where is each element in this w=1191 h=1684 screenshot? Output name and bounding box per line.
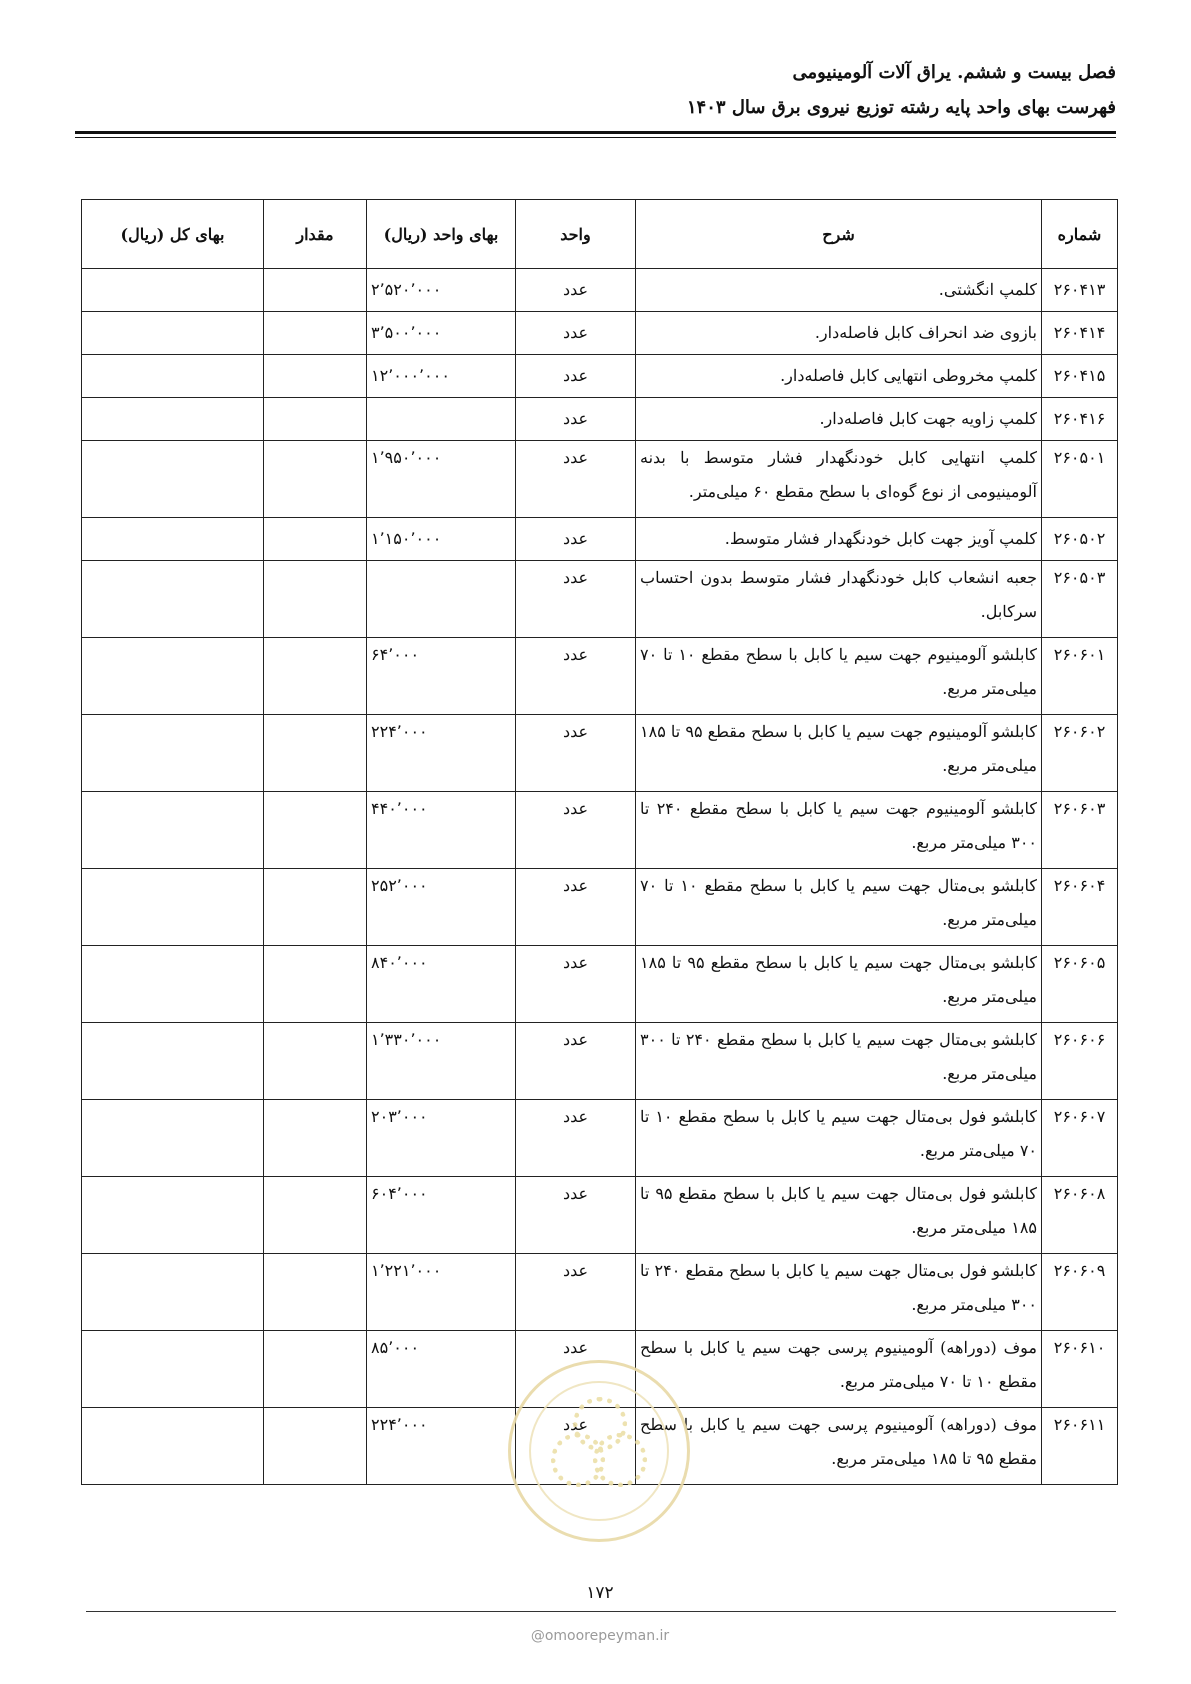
item-unit: عدد — [516, 398, 636, 441]
item-unit-price: ۲۲۴٬۰۰۰ — [367, 1408, 516, 1485]
table-row — [82, 792, 1118, 869]
item-unit-price: ۴۴۰٬۰۰۰ — [367, 792, 516, 869]
item-quantity — [264, 269, 367, 312]
item-quantity — [264, 1177, 367, 1254]
item-description: کابلشو بی‌متال جهت سیم یا کابل با سطح مقطع ۲۴۰ تا ۳۰۰ میلی‌متر مربع. — [636, 1023, 1042, 1100]
item-number: ۲۶۰۴۱۴ — [1042, 312, 1118, 355]
item-total-price — [82, 1100, 264, 1177]
item-unit-price: ۳٬۵۰۰٬۰۰۰ — [367, 312, 516, 355]
table-row — [82, 1331, 1118, 1408]
document-subtitle: فهرست بهای واحد پایه رشته توزیع نیروی برق سال ۱۴۰۳ — [686, 97, 1116, 118]
item-quantity — [264, 1023, 367, 1100]
item-number: ۲۶۰۵۰۳ — [1042, 561, 1118, 638]
item-unit: عدد — [516, 1408, 636, 1485]
item-unit-price: ۱٬۳۳۰٬۰۰۰ — [367, 1023, 516, 1100]
item-unit: عدد — [516, 1100, 636, 1177]
item-description: موف (دوراهه) آلومینیوم پرسی جهت سیم یا کابل با سطح مقطع ۱۰ تا ۷۰ میلی‌متر مربع. — [636, 1331, 1042, 1408]
item-total-price — [82, 1254, 264, 1331]
item-description: کلمپ انگشتی. — [636, 269, 1042, 312]
item-unit: عدد — [516, 355, 636, 398]
item-total-price — [82, 312, 264, 355]
item-quantity — [264, 1331, 367, 1408]
item-description: کابلشو آلومینیوم جهت سیم یا کابل با سطح مقطع ۲۴۰ تا ۳۰۰ میلی‌متر مربع. — [636, 792, 1042, 869]
page-header — [687, 55, 1116, 125]
item-unit-price: ۲۵۲٬۰۰۰ — [367, 869, 516, 946]
item-quantity — [264, 1254, 367, 1331]
item-quantity — [264, 715, 367, 792]
item-unit-price: ۱٬۱۵۰٬۰۰۰ — [367, 518, 516, 561]
item-quantity — [264, 398, 367, 441]
item-total-price — [82, 269, 264, 312]
item-unit-price: ۸۵٬۰۰۰ — [367, 1331, 516, 1408]
item-description: جعبه انشعاب کابل خودنگهدار فشار متوسط بدون احتساب سرکابل. — [636, 561, 1042, 638]
item-unit: عدد — [516, 312, 636, 355]
item-unit: عدد — [516, 715, 636, 792]
item-quantity — [264, 312, 367, 355]
item-quantity — [264, 792, 367, 869]
item-unit-price: ۱٬۲۲۱٬۰۰۰ — [367, 1254, 516, 1331]
item-number: ۲۶۰۶۱۱ — [1042, 1408, 1118, 1485]
item-description: کابلشو آلومینیوم جهت سیم یا کابل با سطح مقطع ۱۰ تا ۷۰ میلی‌متر مربع. — [636, 638, 1042, 715]
item-description: کلمپ انتهایی کابل خودنگهدار فشار متوسط با بدنه آلومینیومی از نوع گوه‌ای با سطح مقطع ۶۰ میلی‌متر. — [636, 441, 1042, 518]
item-total-price — [82, 1408, 264, 1485]
item-unit: عدد — [516, 946, 636, 1023]
item-unit-price — [367, 561, 516, 638]
website-link[interactable]: @omoorepeyman.ir — [530, 1628, 670, 1644]
item-unit-price: ۲۲۴٬۰۰۰ — [367, 715, 516, 792]
item-unit: عدد — [516, 638, 636, 715]
item-total-price — [82, 355, 264, 398]
item-number: ۲۶۰۶۱۰ — [1042, 1331, 1118, 1408]
item-quantity — [264, 355, 367, 398]
table-row — [82, 312, 1118, 355]
page-number: ۱۷۲ — [586, 1583, 614, 1603]
item-description: کابلشو بی‌متال جهت سیم یا کابل با سطح مقطع ۱۰ تا ۷۰ میلی‌متر مربع. — [636, 869, 1042, 946]
item-total-price — [82, 1023, 264, 1100]
table-row — [82, 355, 1118, 398]
price-table — [81, 199, 1118, 1485]
item-unit-price: ۶۴٬۰۰۰ — [367, 638, 516, 715]
column-header-number: شماره — [1042, 200, 1118, 269]
item-quantity — [264, 1408, 367, 1485]
item-number: ۲۶۰۴۱۵ — [1042, 355, 1118, 398]
column-header-unit-price: بهای واحد (ریال) — [367, 200, 516, 269]
table-header-row — [82, 200, 1118, 269]
table-row — [82, 441, 1118, 518]
item-total-price — [82, 638, 264, 715]
item-unit: عدد — [516, 1331, 636, 1408]
item-description: کلمپ زاویه جهت کابل فاصله‌دار. — [636, 398, 1042, 441]
item-number: ۲۶۰۴۱۳ — [1042, 269, 1118, 312]
table-row — [82, 1408, 1118, 1485]
item-total-price — [82, 518, 264, 561]
item-description: کابلشو فول بی‌متال جهت سیم یا کابل با سطح مقطع ۱۰ تا ۷۰ میلی‌متر مربع. — [636, 1100, 1042, 1177]
item-number: ۲۶۰۶۰۴ — [1042, 869, 1118, 946]
item-total-price — [82, 1177, 264, 1254]
item-unit-price: ۲۰۳٬۰۰۰ — [367, 1100, 516, 1177]
item-number: ۲۶۰۶۰۱ — [1042, 638, 1118, 715]
item-unit: عدد — [516, 441, 636, 518]
item-unit-price — [367, 398, 516, 441]
item-unit-price: ۸۴۰٬۰۰۰ — [367, 946, 516, 1023]
item-description: کابلشو فول بی‌متال جهت سیم یا کابل با سطح مقطع ۹۵ تا ۱۸۵ میلی‌متر مربع. — [636, 1177, 1042, 1254]
item-number: ۲۶۰۶۰۸ — [1042, 1177, 1118, 1254]
item-description: کلمپ مخروطی انتهایی کابل فاصله‌دار. — [636, 355, 1042, 398]
item-description: بازوی ضد انحراف کابل فاصله‌دار. — [636, 312, 1042, 355]
item-quantity — [264, 638, 367, 715]
table-row — [82, 1023, 1118, 1100]
item-quantity — [264, 1100, 367, 1177]
table-row — [82, 1254, 1118, 1331]
column-header-unit: واحد — [516, 200, 636, 269]
item-number: ۲۶۰۵۰۲ — [1042, 518, 1118, 561]
item-description: کابلشو آلومینیوم جهت سیم یا کابل با سطح مقطع ۹۵ تا ۱۸۵ میلی‌متر مربع. — [636, 715, 1042, 792]
item-total-price — [82, 441, 264, 518]
table-row — [82, 946, 1118, 1023]
item-unit: عدد — [516, 1023, 636, 1100]
header-rule-thin — [75, 137, 1116, 138]
item-unit: عدد — [516, 561, 636, 638]
item-unit: عدد — [516, 518, 636, 561]
footer-rule — [86, 1611, 1116, 1612]
table-row — [82, 715, 1118, 792]
header-rule-thick — [75, 131, 1116, 134]
table-row — [82, 638, 1118, 715]
item-unit: عدد — [516, 869, 636, 946]
item-quantity — [264, 441, 367, 518]
item-total-price — [82, 1331, 264, 1408]
item-total-price — [82, 869, 264, 946]
table-row — [82, 869, 1118, 946]
table-row — [82, 269, 1118, 312]
item-unit: عدد — [516, 1177, 636, 1254]
item-total-price — [82, 715, 264, 792]
chapter-title: فصل بیست و ششم. یراق آلات آلومینیومی — [792, 62, 1116, 83]
item-total-price — [82, 792, 264, 869]
table-row — [82, 518, 1118, 561]
item-unit: عدد — [516, 269, 636, 312]
item-unit-price: ۶۰۴٬۰۰۰ — [367, 1177, 516, 1254]
item-unit-price: ۲٬۵۲۰٬۰۰۰ — [367, 269, 516, 312]
item-number: ۲۶۰۶۰۳ — [1042, 792, 1118, 869]
column-header-quantity: مقدار — [264, 200, 367, 269]
item-description: کابلشو بی‌متال جهت سیم یا کابل با سطح مقطع ۹۵ تا ۱۸۵ میلی‌متر مربع. — [636, 946, 1042, 1023]
item-unit: عدد — [516, 792, 636, 869]
item-number: ۲۶۰۶۰۶ — [1042, 1023, 1118, 1100]
item-number: ۲۶۰۵۰۱ — [1042, 441, 1118, 518]
item-quantity — [264, 946, 367, 1023]
item-total-price — [82, 398, 264, 441]
item-quantity — [264, 561, 367, 638]
item-number: ۲۶۰۴۱۶ — [1042, 398, 1118, 441]
item-unit-price: ۱۲٬۰۰۰٬۰۰۰ — [367, 355, 516, 398]
column-header-description: شرح — [636, 200, 1042, 269]
item-number: ۲۶۰۶۰۹ — [1042, 1254, 1118, 1331]
item-description: کلمپ آویز جهت کابل خودنگهدار فشار متوسط. — [636, 518, 1042, 561]
item-description: کابلشو فول بی‌متال جهت سیم یا کابل با سطح مقطع ۲۴۰ تا ۳۰۰ میلی‌متر مربع. — [636, 1254, 1042, 1331]
table-row — [82, 561, 1118, 638]
item-unit-price: ۱٬۹۵۰٬۰۰۰ — [367, 441, 516, 518]
item-quantity — [264, 869, 367, 946]
table-row — [82, 1177, 1118, 1254]
item-number: ۲۶۰۶۰۵ — [1042, 946, 1118, 1023]
item-unit: عدد — [516, 1254, 636, 1331]
item-quantity — [264, 518, 367, 561]
table-row — [82, 398, 1118, 441]
item-description: موف (دوراهه) آلومینیوم پرسی جهت سیم یا کابل با سطح مقطع ۹۵ تا ۱۸۵ میلی‌متر مربع. — [636, 1408, 1042, 1485]
table-row — [82, 1100, 1118, 1177]
item-number: ۲۶۰۶۰۷ — [1042, 1100, 1118, 1177]
item-number: ۲۶۰۶۰۲ — [1042, 715, 1118, 792]
item-total-price — [82, 561, 264, 638]
column-header-total-price: بهای کل (ریال) — [82, 200, 264, 269]
item-total-price — [82, 946, 264, 1023]
